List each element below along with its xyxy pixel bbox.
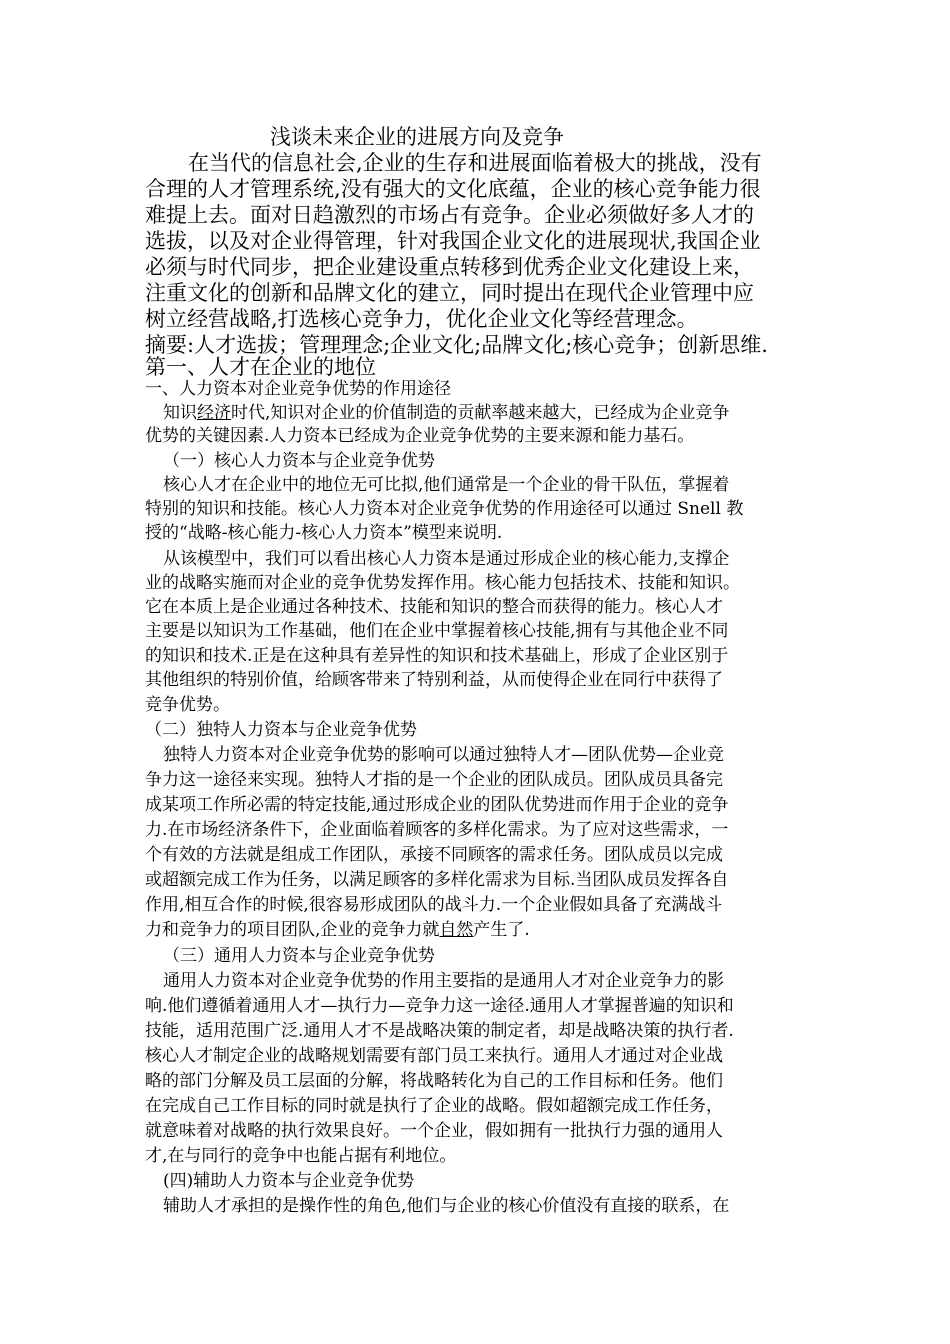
paragraph-line: 技能，适用范围广泛.通用人才不是战略决策的制定者，却是战略决策的执行者. [145, 1021, 734, 1041]
intro-line: 必须与时代同步，把企业建设重点转移到优秀企业文化建设上来， [145, 255, 754, 279]
paragraph-line: 争力这一途径来实现。独特人才指的是一个企业的团队成员。团队成员具备完 [145, 770, 723, 790]
paragraph-line: 就意味着对战略的执行效果良好。一个企业，假如拥有一批执行力强的通用人 [145, 1121, 723, 1141]
paragraph-line: 或超额完成工作为任务，以满足顾客的多样化需求为目标.当团队成员发挥各自 [145, 870, 729, 890]
paragraph-line: 才,在与同行的竞争中也能占据有利地位。 [145, 1146, 457, 1166]
section-heading: 一、人力资本对企业竞争优势的作用途径 [145, 379, 451, 399]
paragraph-line: 响.他们遵循着通用人才—执行力—竞争力这一途径.通用人才掌握普遍的知识和 [145, 996, 734, 1016]
paragraph-line: 从该模型中，我们可以看出核心人力资本是通过形成企业的核心能力,支撑企 [163, 549, 730, 569]
text-run: 时代,知识对企业的价值制造的贡献率越来越大，已经成为企业竞争 [231, 403, 730, 423]
subsection-heading: （三）通用人力资本与企业竞争优势 [163, 946, 435, 966]
paragraph-line: 核心人才制定企业的战略规划需要有部门员工来执行。通用人才通过对企业战 [145, 1046, 723, 1066]
paragraph-line: 力.在市场经济条件下，企业面临着顾客的多样化需求。为了应对这些需求，一 [145, 820, 729, 840]
subsection-heading: (四)辅助人力资本与企业竞争优势 [163, 1171, 415, 1191]
text-run: 知识 [163, 403, 197, 423]
intro-line: 选拔，以及对企业得管理，针对我国企业文化的进展现状,我国企业 [145, 229, 761, 253]
text-run: 产生了. [473, 920, 530, 940]
paragraph-line: 特别的知识和技能。核心人力资本对企业竞争优势的作用途径可以通过 Snell 教 [145, 499, 744, 519]
paragraph-line: 成某项工作所必需的特定技能,通过形成企业的团队优势进而作用于企业的竞争 [145, 795, 729, 815]
nature-link[interactable]: 自然 [439, 920, 474, 940]
paragraph-line: 授的“战略-核心能力-核心人力资本”模型来说明. [145, 523, 503, 543]
paragraph-line: 独特人力资本对企业竞争优势的影响可以通过独特人才—团队优势—企业竞 [163, 745, 724, 765]
intro-line: 树立经营战略,打选核心竞争力，优化企业文化等经营理念。 [145, 307, 698, 331]
paragraph-line: 它在本质上是企业通过各种技术、技能和知识的整合而获得的能力。核心人才 [145, 597, 723, 617]
document-title: 浅谈未来企业的进展方向及竞争 [270, 125, 564, 149]
paragraph-line: 略的部门分解及员工层面的分解，将战略转化为自己的工作目标和任务。他们 [145, 1071, 723, 1091]
intro-line: 在当代的信息社会,企业的生存和进展面临着极大的挑战，没有 [188, 151, 762, 175]
paragraph-line: 竞争优势。 [145, 695, 230, 715]
intro-line: 注重文化的创新和品牌文化的建立，同时提出在现代企业管理中应 [145, 281, 754, 305]
text-run: 力和竞争力的项目团队,企业的竞争力就 [145, 920, 440, 940]
paragraph-line: 作用,相互合作的时候,很容易形成团队的战斗力.一个企业假如具备了充满战斗 [145, 895, 723, 915]
intro-line: 难提上去。面对日趋激烈的市场占有竞争。企业必须做好多人才的 [145, 203, 754, 227]
paragraph-line [163, 402, 729, 424]
paragraph-line: 优势的关键因素.人力资本已经成为企业竞争优势的主要来源和能力基石。 [145, 426, 695, 446]
paragraph-line: 其他组织的特别价值，给顾客带来了特别利益，从而使得企业在同行中获得了 [145, 670, 723, 690]
paragraph-line: 主要是以知识为工作基础，他们在企业中掌握着核心技能,拥有与其他企业不同 [145, 621, 729, 641]
subsection-heading: （一）核心人力资本与企业竞争优势 [163, 451, 435, 471]
abstract-line: 摘要:人才选拔；管理理念;企业文化;品牌文化;核心竞争；创新思维. [145, 333, 768, 357]
paragraph-line: 个有效的方法就是组成工作团队，承接不同顾客的需求任务。团队成员以完成 [145, 845, 723, 865]
intro-line: 合理的人才管理系统,没有强大的文化底蕴，企业的核心竞争能力很 [145, 177, 761, 201]
paragraph-line: 的知识和技术.正是在这种具有差异性的知识和技术基础上，形成了企业区别于 [145, 646, 729, 666]
chapter-heading: 第一、人才在企业的地位 [145, 355, 376, 379]
subsection-heading: （二）独特人力资本与企业竞争优势 [145, 720, 417, 740]
paragraph-line: 业的战略实施而对企业的竞争优势发挥作用。核心能力包括技术、技能和知识。 [145, 573, 740, 593]
economy-link[interactable]: 经济 [197, 403, 231, 423]
paragraph-line: 核心人才在企业中的地位无可比拟,他们通常是一个企业的骨干队伍，掌握着 [163, 475, 730, 495]
paragraph-line: 在完成自己工作目标的同时就是执行了企业的战略。假如超额完成工作任务， [145, 1096, 723, 1116]
paragraph-line: 通用人力资本对企业竞争优势的作用主要指的是通用人才对企业竞争力的影 [163, 971, 724, 991]
paragraph-line: 辅助人才承担的是操作性的角色,他们与企业的核心价值没有直接的联系，在 [163, 1196, 730, 1216]
paragraph-line [145, 919, 530, 941]
